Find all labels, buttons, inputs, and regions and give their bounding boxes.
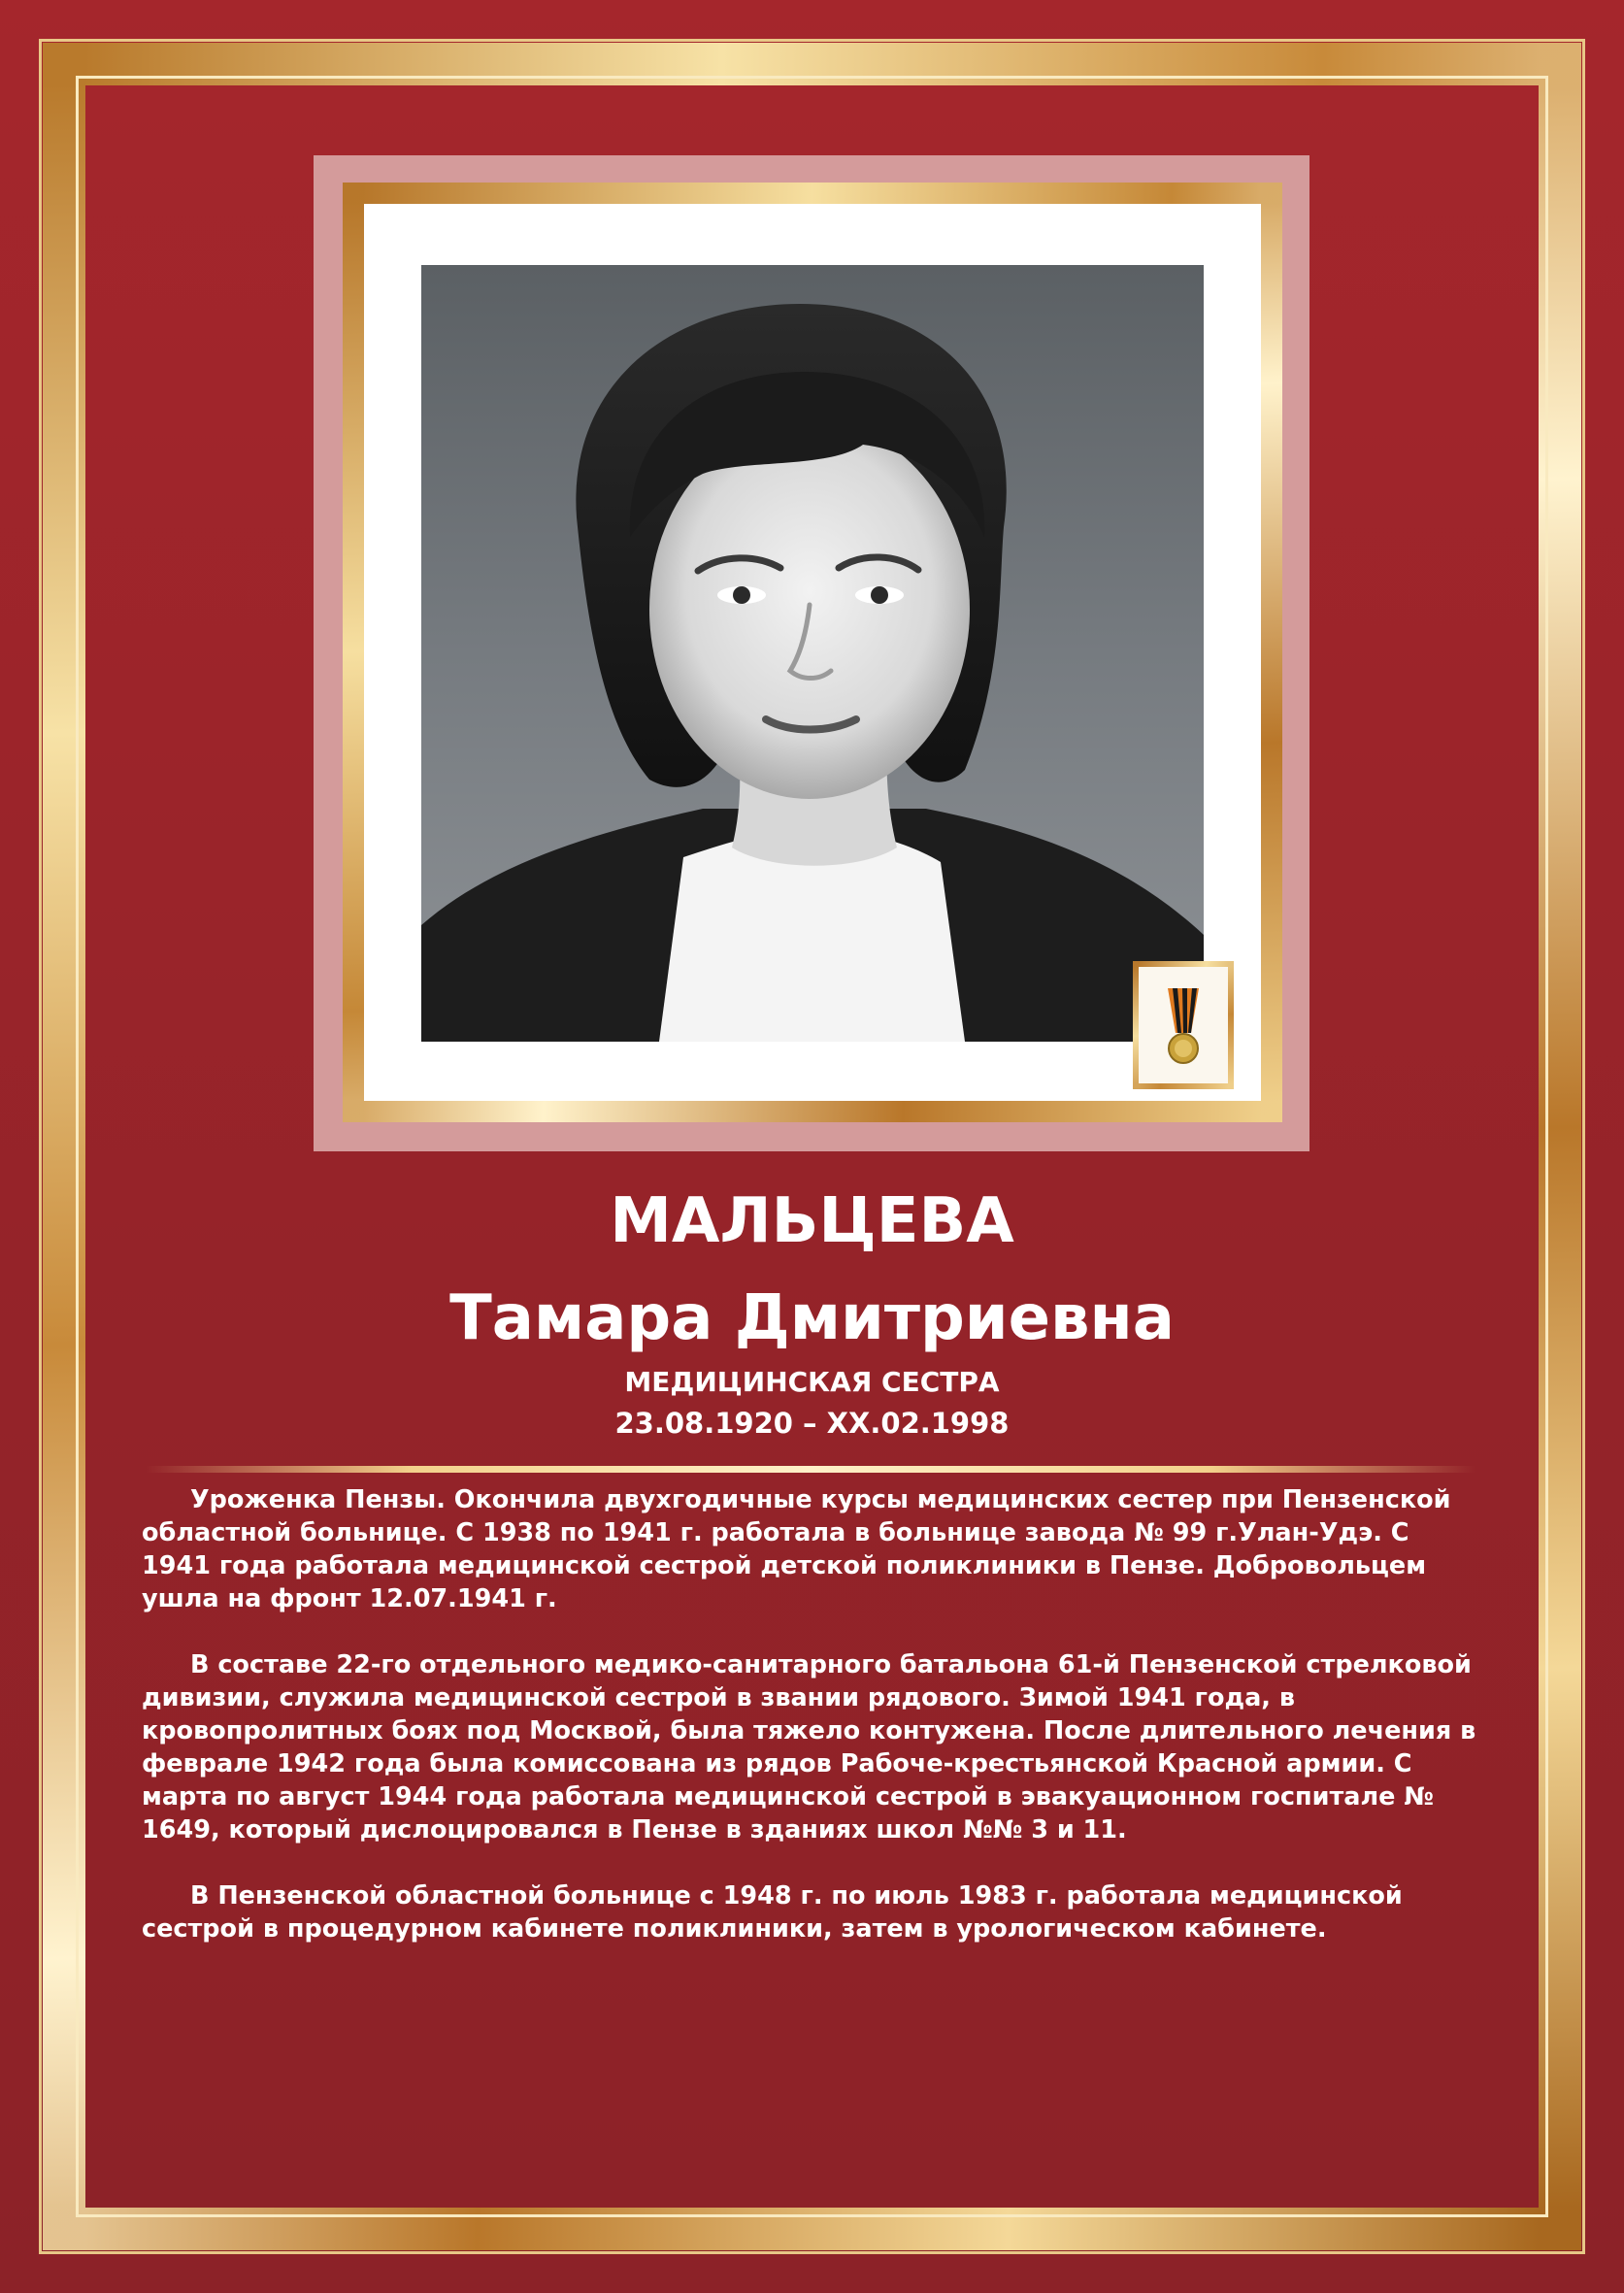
- biography-paragraph: В Пензенской областной больнице с 1948 г. по июль 1983 г. работала медицинской сестрой в процедурном кабинете поликлиники, затем в урологическом кабинете.: [142, 1881, 1403, 1944]
- life-dates: 23.08.1920 – ХХ.02.1998: [614, 1407, 1010, 1440]
- role-title: МЕДИЦИНСКАЯ СЕСТРА: [624, 1366, 1000, 1398]
- gold-divider: [146, 1466, 1475, 1473]
- medal-badge: [1133, 961, 1234, 1089]
- surname: МАЛЬЦЕВА: [610, 1185, 1014, 1257]
- given-names: Тамара Дмитриевна: [449, 1282, 1175, 1354]
- biography: [142, 1483, 1481, 1978]
- medal-icon: [1139, 967, 1228, 1083]
- biography-paragraph: Уроженка Пензы. Окончила двухгодичные курсы медицинских сестер при Пензенской областной больнице. С 1938 по 1941 г. работала в больнице завода № 99 г.Улан-Удэ. С 1941 года работала медицинской сестрой детской поликлиники в Пензе. Добровольцем ушла на фронт 12.07.1941 г.: [142, 1485, 1451, 1613]
- portrait-illustration: [421, 265, 1204, 1042]
- portrait-photo: [421, 265, 1204, 1042]
- biography-paragraph: В составе 22-го отдельного медико-санитарного батальона 61-й Пензенской стрелковой дивизии, служила медицинской сестрой в звании рядового. Зимой 1941 года, в кровопролитных боях под Москвой, была тяжело контужена. После длительного лечения в феврале 1942 года была комиссована из рядов Рабоче-крестьянской Красной армии. С марта по август 1944 года работала медицинской сестрой в эвакуационном госпитале № 1649, который дислоцировался в Пензе в зданиях школ №№ 3 и 11.: [142, 1650, 1476, 1844]
